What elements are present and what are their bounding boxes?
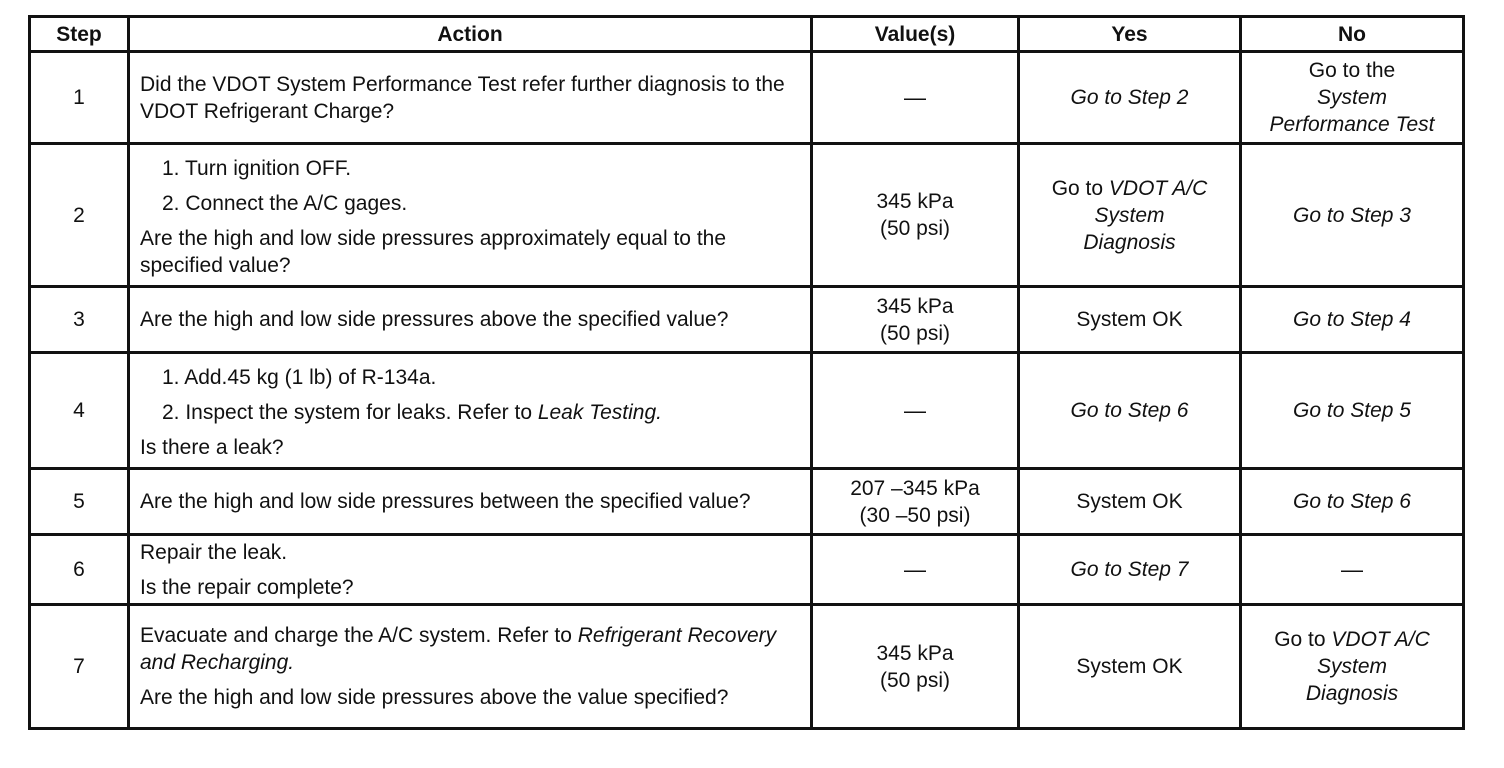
table-row — [30, 469, 1464, 535]
step-number: 7 — [30, 605, 129, 729]
no-cell: Go to Step 5 — [1241, 353, 1464, 469]
table-row — [30, 144, 1464, 287]
action-item: 2. Inspect the system for leaks. Refer to Leak Testing. — [162, 401, 662, 424]
table-row — [30, 52, 1464, 144]
step-number: 4 — [30, 353, 129, 469]
table-row — [30, 287, 1464, 353]
header-yes: Yes — [1019, 17, 1241, 52]
value-cell: 345 kPa (50 psi) — [812, 605, 1019, 729]
header-row — [30, 17, 1464, 52]
diagnostic-table — [28, 15, 1465, 730]
yes-cell: Go to Step 7 — [1019, 535, 1241, 605]
step-number: 3 — [30, 287, 129, 353]
action-cell — [129, 353, 812, 469]
header-action: Action — [129, 17, 812, 52]
step-number: 2 — [30, 144, 129, 287]
action-item: 1. Add.45 kg (1 lb) of R-134a. — [162, 366, 437, 389]
action-question: Are the high and low side pressures approximately equal to the specified value? — [140, 227, 727, 277]
step-number: 6 — [30, 535, 129, 605]
action-question: Are the high and low side pressures above the specified value? — [140, 308, 729, 331]
value-cell: — — [812, 535, 1019, 605]
value-cell: 345 kPa (50 psi) — [812, 144, 1019, 287]
action-item: Repair the leak. — [140, 540, 288, 564]
no-cell: Go to Step 6 — [1241, 469, 1464, 535]
action-question: Are the high and low side pressures above the value specified? — [140, 686, 729, 709]
value-cell: 207 –345 kPa (30 –50 psi) — [812, 469, 1019, 535]
value-cell: — — [812, 52, 1019, 144]
action-question: Is the repair complete? — [140, 575, 354, 599]
table-row — [30, 353, 1464, 469]
yes-cell: System OK — [1019, 469, 1241, 535]
yes-cell: System OK — [1019, 605, 1241, 729]
action-cell — [129, 469, 812, 535]
value-cell: — — [812, 353, 1019, 469]
value-cell: 345 kPa (50 psi) — [812, 287, 1019, 353]
action-question: Is there a leak? — [140, 436, 284, 459]
step-number: 5 — [30, 469, 129, 535]
yes-cell: Go to Step 2 — [1019, 52, 1241, 144]
action-question: Are the high and low side pressures between the specified value? — [140, 490, 751, 513]
action-cell — [129, 535, 812, 605]
action-item: 1. Turn ignition OFF. — [162, 157, 352, 180]
header-step: Step — [30, 17, 129, 52]
action-cell — [129, 144, 812, 287]
table-row — [30, 605, 1464, 729]
table-row — [30, 535, 1464, 605]
action-cell — [129, 287, 812, 353]
action-cell — [129, 52, 812, 144]
no-cell: — — [1241, 535, 1464, 605]
no-cell: Go to VDOT A/C System Diagnosis — [1241, 605, 1464, 729]
yes-cell: System OK — [1019, 287, 1241, 353]
yes-cell: Go to VDOT A/C System Diagnosis — [1019, 144, 1241, 287]
no-cell: Go to the System Performance Test — [1241, 52, 1464, 144]
no-cell: Go to Step 3 — [1241, 144, 1464, 287]
no-cell: Go to Step 4 — [1241, 287, 1464, 353]
header-no: No — [1241, 17, 1464, 52]
action-item: Evacuate and charge the A/C system. Refer to Refrigerant Recovery and Recharging. — [140, 624, 777, 674]
action-question: Did the VDOT System Performance Test refer further diagnosis to the VDOT Refrigerant Charge? — [140, 72, 785, 123]
header-values: Value(s) — [812, 17, 1019, 52]
step-number: 1 — [30, 52, 129, 144]
yes-cell: Go to Step 6 — [1019, 353, 1241, 469]
action-cell — [129, 605, 812, 729]
action-item: 2. Connect the A/C gages. — [162, 192, 408, 215]
